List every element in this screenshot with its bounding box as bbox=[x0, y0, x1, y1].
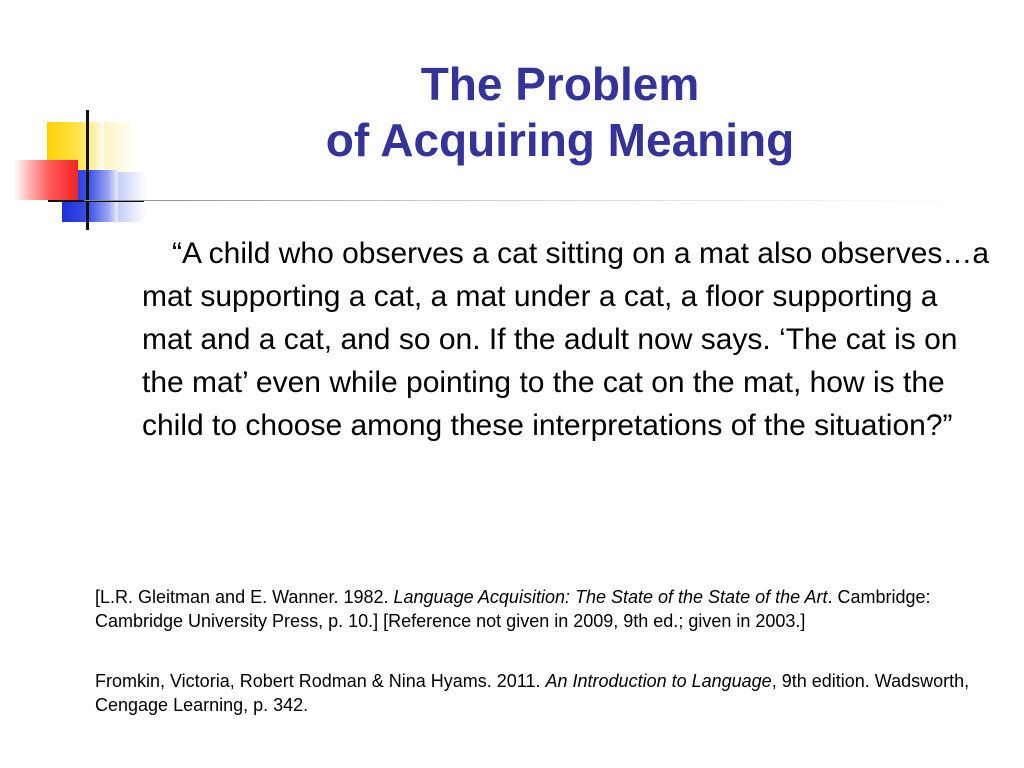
corner-decoration bbox=[0, 0, 150, 240]
title-underline-decoration bbox=[84, 200, 984, 201]
title-line-2: of Acquiring Meaning bbox=[325, 114, 795, 166]
reference-1-lead: [L.R. Gleitman and E. Wanner. 1982. bbox=[95, 587, 394, 607]
reference-1 bbox=[95, 585, 975, 633]
reference-2-book-title: An Introduction to Language bbox=[545, 671, 772, 691]
reference-2 bbox=[95, 669, 975, 717]
reference-2-lead: Fromkin, Victoria, Robert Rodman & Nina Hyams. 2011. bbox=[95, 671, 546, 691]
slide-title bbox=[250, 56, 870, 168]
blue-fade-decoration bbox=[118, 172, 146, 222]
reference-spacer bbox=[95, 633, 975, 669]
reference-1-tail: . Cambridge: Cambridge University Press, p. 10.] [Reference not given in 2009, 9th ed.; given in 2003.] bbox=[95, 587, 931, 631]
reference-1-book-title: Language Acquisition: The State of the State of the Art bbox=[393, 587, 828, 607]
quote-text: “A child who observes a cat sitting on a mat also observes…a mat supporting a cat, a mat under a cat, a floor supporting a mat and a cat, and so on. If the adult now says. ‘The cat is on the mat’ even while pointing to the cat on the mat, how is the child to choose among these interpretations of the situation?” bbox=[142, 237, 990, 442]
title-line-1: The Problem bbox=[420, 58, 700, 110]
references bbox=[95, 585, 975, 717]
vertical-line-decoration bbox=[86, 110, 89, 230]
reference-2-tail: , 9th edition. Wadsworth, Cengage Learning, p. 342. bbox=[95, 671, 970, 715]
red-bar-decoration bbox=[14, 160, 78, 200]
